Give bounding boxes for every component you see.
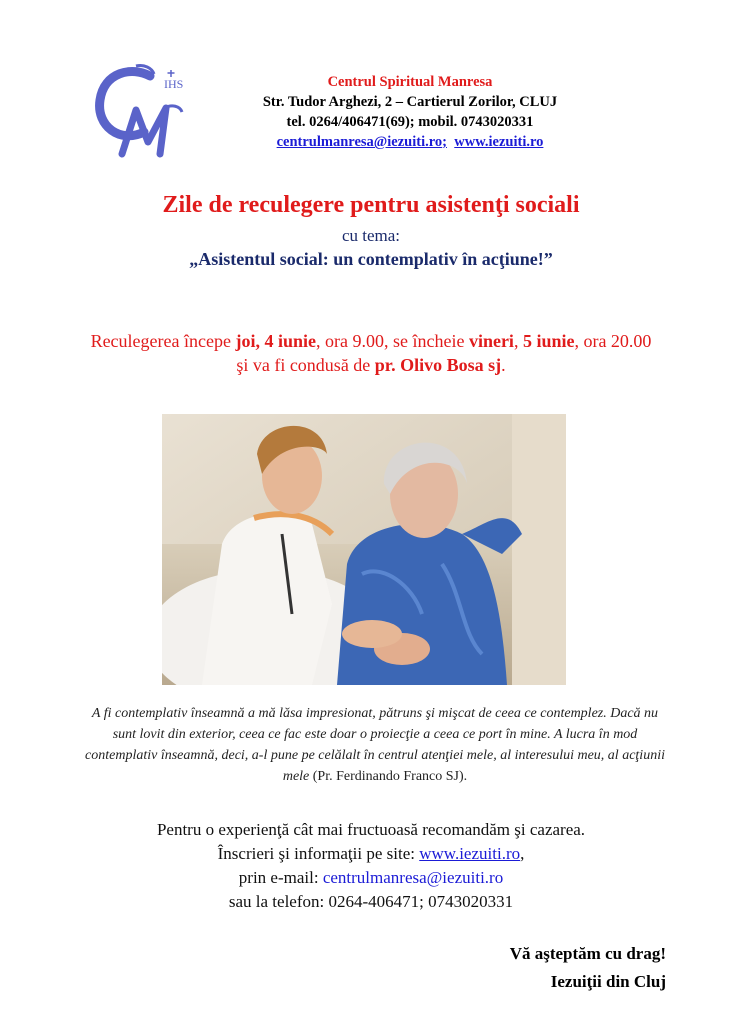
signature-block xyxy=(510,940,666,996)
dates-text: şi va fi condusă de xyxy=(236,355,375,375)
signature-name: Iezuiţii din Cluj xyxy=(550,972,666,991)
quote-text: A fi contemplativ înseamnă a mă lăsa impresionat, pătruns şi mişcat de ceea ce contemplez. Dacă nu sunt lovit din exterior, ceea ce fac este doar o proiecţie a ceea ce port în mine. A lucra în mod contemplativ înseamnă, deci, a-l pune pe celălalt în centrul atenţiei mele, al interesului meu, al acţiunii mele xyxy=(85,706,665,784)
header-email-link[interactable]: centrulmanresa@iezuiti.ro xyxy=(276,134,443,150)
closing-greeting: Vă aşteptăm cu drag! xyxy=(509,944,666,963)
info-text: Înscrieri şi informaţii pe site: xyxy=(217,844,420,863)
link-separator: ; xyxy=(442,134,448,150)
dates-text: , xyxy=(513,331,523,351)
info-email[interactable]: centrulmanresa@iezuiti.ro xyxy=(322,868,504,887)
info-text: prin e-mail: xyxy=(238,868,323,887)
dates-text: , ora 9.00, se încheie xyxy=(315,331,469,351)
info-text: , xyxy=(520,844,525,863)
dates-line-1 xyxy=(0,329,742,353)
dates-text: . xyxy=(501,355,506,375)
start-date: joi, 4 iunie xyxy=(235,331,316,351)
registration-info xyxy=(0,818,742,914)
dates-paragraph xyxy=(0,329,742,377)
dates-line-2 xyxy=(0,353,742,377)
dates-text: Reculegerea începe xyxy=(90,331,236,351)
theme-title: „Asistentul social: un contemplativ în acţiune!” xyxy=(189,249,553,269)
address: Str. Tudor Arghezi, 2 – Cartierul Zorilor, CLUJ xyxy=(262,94,558,110)
header-website-link[interactable]: www.iezuiti.ro xyxy=(454,134,544,150)
info-line-accommodation: Pentru o experienţă cât mai fructuoasă recomandăm şi cazarea. xyxy=(156,820,586,839)
dates-text: , ora 20.00 xyxy=(574,331,652,351)
info-website-link[interactable]: www.iezuiti.ro xyxy=(419,844,521,863)
centrul-manresa-logo xyxy=(92,62,192,160)
phone-line: tel. 0264/406471(69); mobil. 0743020331 xyxy=(286,114,534,130)
subtitle: cu tema: xyxy=(341,226,401,245)
page-title: Zile de reculegere pentru asistenţi sociali xyxy=(162,192,580,218)
end-date: 5 iunie xyxy=(522,331,575,351)
quote-paragraph xyxy=(80,703,670,787)
header-links xyxy=(230,132,590,152)
info-line-phone: sau la telefon: 0264-406471; 0743020331 xyxy=(228,892,514,911)
caregiver-with-elderly-woman-photo xyxy=(162,414,566,685)
end-day: vineri xyxy=(468,331,514,351)
org-name: Centrul Spiritual Manresa xyxy=(327,74,493,90)
header-contact-block xyxy=(230,72,590,152)
retreat-leader: pr. Olivo Bosa sj xyxy=(374,355,502,375)
quote-author: (Pr. Ferdinando Franco SJ). xyxy=(309,769,468,784)
info-line-email xyxy=(0,866,742,890)
info-line-website xyxy=(0,842,742,866)
ihs-monogram: IHS xyxy=(164,77,184,91)
